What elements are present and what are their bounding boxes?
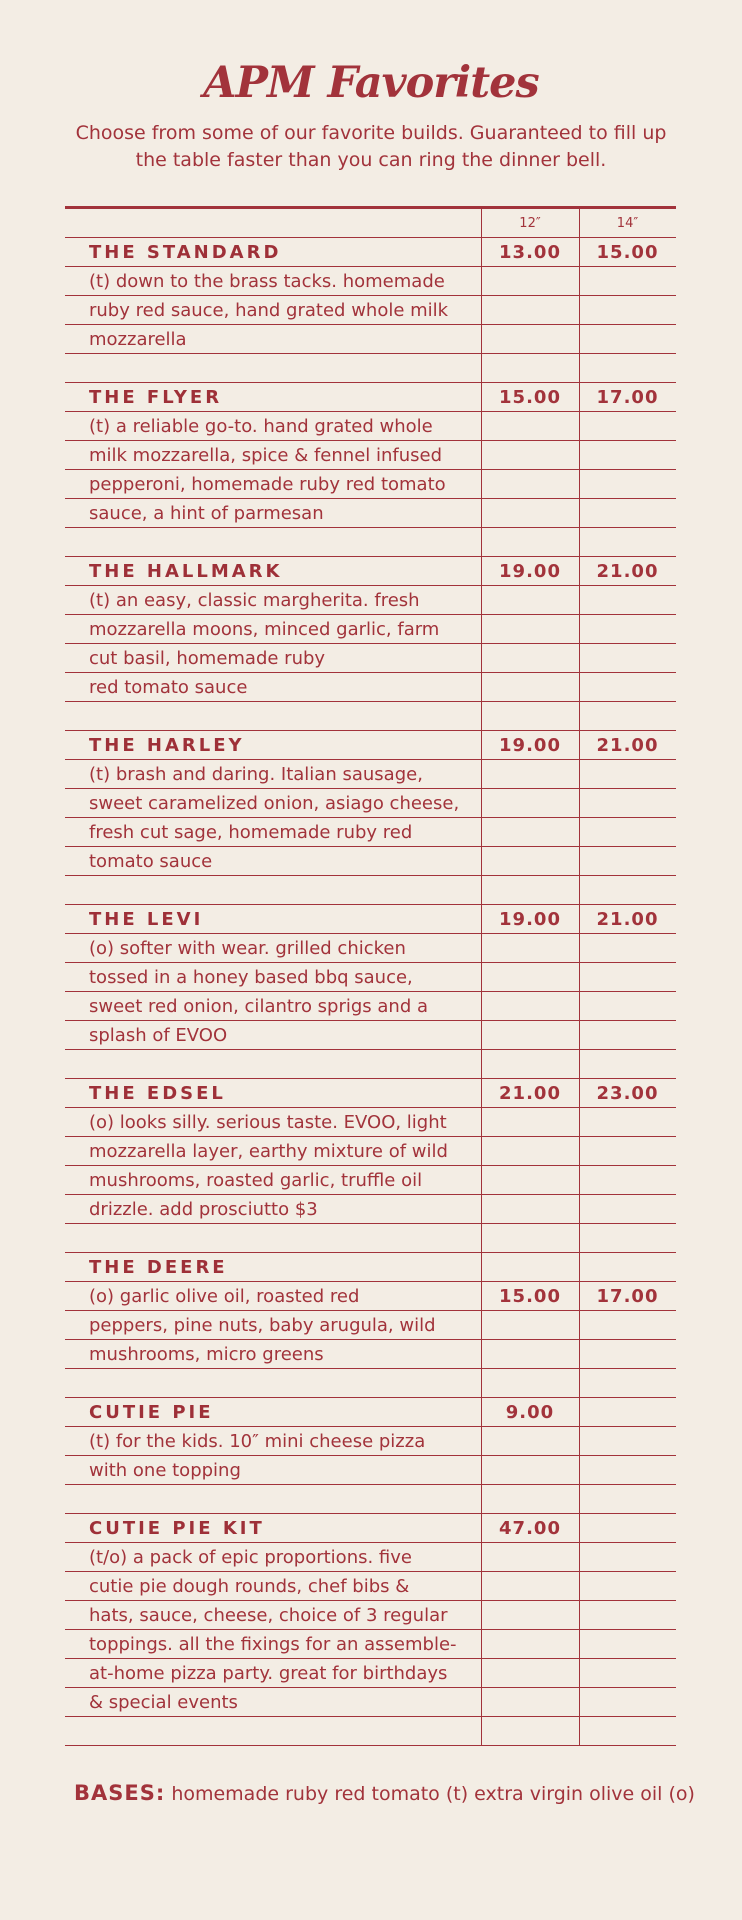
pizza-description: sweet red onion, cilantro sprigs and a: [89, 995, 429, 1017]
menu-item-desc-row: [65, 789, 676, 818]
pizza-description: sweet caramelized onion, asiago cheese,: [89, 792, 460, 814]
price-12: [481, 1137, 579, 1165]
pizza-description: & special events: [89, 1691, 238, 1713]
pizza-description: fresh cut sage, homemade ruby red: [89, 821, 413, 843]
price-12: [481, 1717, 579, 1745]
price-14: [579, 1688, 676, 1716]
price-14: [579, 992, 676, 1020]
price-14: [579, 963, 676, 991]
menu-item-name-row: [65, 557, 676, 586]
menu-item-desc-row: [65, 934, 676, 963]
price-14: [579, 354, 676, 382]
menu-item-name-row: [65, 1514, 676, 1543]
pizza-description: sauce, a hint of parmesan: [89, 502, 324, 524]
menu-item-desc-row: [65, 441, 676, 470]
price-14: [579, 1340, 676, 1368]
price-12: [481, 412, 579, 440]
price-12: [481, 1340, 579, 1368]
pizza-description: mozzarella moons, minced garlic, farm: [89, 618, 440, 640]
menu-item-name-row: [65, 1253, 676, 1282]
price-12: [481, 1427, 579, 1455]
price-14: [579, 644, 676, 672]
pizza-name: THE DEERE: [89, 1256, 228, 1278]
menu-item-name-row: [65, 383, 676, 412]
price-12: 47.00: [499, 1517, 561, 1539]
pizza-description: (o) garlic olive oil, roasted red: [89, 1285, 360, 1307]
menu-item-desc-row: [65, 1659, 676, 1688]
price-12: [481, 876, 579, 904]
price-14: [579, 586, 676, 614]
menu-item-desc-row: [65, 499, 676, 528]
pizza-description: tossed in a honey based bbq sauce,: [89, 966, 413, 988]
price-14: [579, 760, 676, 788]
pizza-description: (t) an easy, classic margherita. fresh: [89, 589, 420, 611]
price-14: [579, 1514, 676, 1542]
menu-item-desc-row: [65, 1282, 676, 1311]
pizza-name: THE EDSEL: [89, 1082, 226, 1104]
price-12: [481, 1601, 579, 1629]
pizza-description: ruby red sauce, hand grated whole milk: [89, 299, 449, 321]
menu-item-desc-row: [65, 1311, 676, 1340]
bases-text: homemade ruby red tomato (t) extra virgin olive oil (o): [171, 1783, 695, 1805]
pizza-description: [65, 1717, 481, 1745]
price-14: [579, 470, 676, 498]
pizza-description: hats, sauce, cheese, choice of 3 regular: [89, 1604, 448, 1626]
price-14: 17.00: [596, 386, 659, 408]
pizza-name: CUTIE PIE KIT: [89, 1517, 265, 1539]
pizza-description: [65, 1369, 481, 1397]
price-12: [481, 499, 579, 527]
pizza-name: CUTIE PIE: [89, 1401, 214, 1423]
price-14: [579, 1050, 676, 1078]
bases-label: BASES:: [74, 1781, 166, 1805]
price-12: [481, 1572, 579, 1600]
price-14: [579, 1108, 676, 1136]
price-12: [481, 934, 579, 962]
menu-item-desc-row: [65, 586, 676, 615]
menu-table: [65, 206, 676, 1746]
price-14: [579, 847, 676, 875]
pizza-name: THE STANDARD: [89, 241, 282, 263]
pizza-description: pepperoni, homemade ruby red tomato: [89, 473, 446, 495]
price-14: 17.00: [596, 1285, 659, 1307]
size-14-header: 14″: [616, 215, 639, 231]
price-14: [579, 1659, 676, 1687]
price-14: [579, 528, 676, 556]
spacer-row: [65, 354, 676, 383]
pizza-description: toppings. all the fixings for an assemble-: [89, 1633, 457, 1655]
menu-item-desc-row: [65, 1630, 676, 1659]
price-12: [481, 1456, 579, 1484]
spacer-row: [65, 1485, 676, 1514]
pizza-name: THE HALLMARK: [89, 560, 283, 582]
menu-item-desc-row: [65, 470, 676, 499]
price-14: [579, 818, 676, 846]
pizza-description: mushrooms, micro greens: [89, 1343, 324, 1365]
header-spacer: [65, 209, 481, 237]
price-12: [481, 615, 579, 643]
price-12: 21.00: [499, 1082, 561, 1104]
pizza-description: mushrooms, roasted garlic, truffle oil: [89, 1169, 423, 1191]
price-12: [481, 1021, 579, 1049]
price-12: [481, 1195, 579, 1223]
pizza-description: milk mozzarella, spice & fennel infused: [89, 444, 443, 466]
pizza-description: [65, 876, 481, 904]
pizza-description: drizzle. add prosciutto $3: [89, 1198, 318, 1220]
price-12: [481, 963, 579, 991]
pizza-description: cut basil, homemade ruby: [89, 647, 326, 669]
pizza-description: [65, 354, 481, 382]
price-12: [481, 1253, 579, 1281]
column-divider: [481, 209, 482, 1746]
pizza-description: cutie pie dough rounds, chef bibs &: [89, 1575, 410, 1597]
spacer-row: [65, 1369, 676, 1398]
menu-item-desc-row: [65, 1166, 676, 1195]
column-divider: [579, 209, 580, 1746]
menu-item-desc-row: [65, 1340, 676, 1369]
price-14: [579, 1717, 676, 1745]
menu-item-desc-row: [65, 1456, 676, 1485]
menu-item-desc-row: [65, 963, 676, 992]
price-14: [579, 296, 676, 324]
pizza-description: [65, 528, 481, 556]
price-12: [481, 441, 579, 469]
price-14: [579, 1630, 676, 1658]
price-14: [579, 1195, 676, 1223]
price-12: [481, 1688, 579, 1716]
price-14: [579, 1166, 676, 1194]
pizza-description: (t/o) a pack of epic proportions. five: [89, 1546, 412, 1568]
price-14: [579, 1398, 676, 1426]
menu-item-name-row: [65, 1079, 676, 1108]
pizza-description: [65, 1050, 481, 1078]
pizza-name: THE HARLEY: [89, 734, 245, 756]
price-12: [481, 1108, 579, 1136]
menu-title: APM Favorites: [203, 58, 539, 108]
price-14: [579, 1137, 676, 1165]
menu-item-desc-row: [65, 1137, 676, 1166]
pizza-description: with one topping: [89, 1459, 241, 1481]
menu-item-desc-row: [65, 1195, 676, 1224]
price-12: [481, 325, 579, 353]
pizza-description: (t) brash and daring. Italian sausage,: [89, 763, 423, 785]
menu-item-desc-row: [65, 1427, 676, 1456]
price-12: [481, 702, 579, 730]
price-14: 23.00: [596, 1082, 659, 1104]
price-12: [481, 1630, 579, 1658]
price-14: [579, 876, 676, 904]
price-12: [481, 1369, 579, 1397]
pizza-name: THE FLYER: [89, 386, 223, 408]
price-12: [481, 644, 579, 672]
price-12: [481, 1311, 579, 1339]
menu-item-desc-row: [65, 1601, 676, 1630]
price-12: [481, 1224, 579, 1252]
price-12: [481, 1485, 579, 1513]
spacer-row: [65, 876, 676, 905]
menu-item-desc-row: [65, 644, 676, 673]
price-14: [579, 1427, 676, 1455]
menu-item-name-row: [65, 1398, 676, 1427]
spacer-row: [65, 702, 676, 731]
price-14: [579, 1572, 676, 1600]
pizza-description: red tomato sauce: [89, 676, 248, 698]
pizza-description: tomato sauce: [89, 850, 213, 872]
menu-item-name-row: [65, 238, 676, 267]
menu-item-desc-row: [65, 1021, 676, 1050]
pizza-description: [65, 1485, 481, 1513]
price-14: 21.00: [596, 734, 659, 756]
pizza-description: splash of EVOO: [89, 1024, 228, 1046]
spacer-row: [65, 1717, 676, 1746]
price-14: 21.00: [596, 908, 659, 930]
price-12: [481, 470, 579, 498]
pizza-description: (t) for the kids. 10″ mini cheese pizza: [89, 1430, 426, 1452]
menu-item-desc-row: [65, 615, 676, 644]
price-14: 21.00: [596, 560, 659, 582]
price-12: [481, 1050, 579, 1078]
price-14: [579, 673, 676, 701]
menu-item-desc-row: [65, 412, 676, 441]
price-14: [579, 615, 676, 643]
price-12: [481, 296, 579, 324]
price-12: [481, 1543, 579, 1571]
price-14: [579, 441, 676, 469]
price-14: [579, 789, 676, 817]
price-12: [481, 1659, 579, 1687]
price-14: [579, 499, 676, 527]
menu-item-desc-row: [65, 847, 676, 876]
price-14: 15.00: [596, 241, 659, 263]
size-12-header: 12″: [519, 215, 541, 231]
menu-item-desc-row: [65, 325, 676, 354]
price-12: 13.00: [499, 241, 561, 263]
price-14: [579, 325, 676, 353]
size-header-row: [65, 209, 676, 238]
pizza-description: (t) down to the brass tacks. homemade: [89, 270, 445, 292]
menu-item-desc-row: [65, 1108, 676, 1137]
price-12: 15.00: [499, 386, 561, 408]
price-12: 19.00: [499, 908, 561, 930]
price-12: [481, 818, 579, 846]
price-14: [579, 1601, 676, 1629]
menu-item-desc-row: [65, 992, 676, 1021]
menu-item-desc-row: [65, 673, 676, 702]
price-12: [481, 847, 579, 875]
price-14: [579, 1311, 676, 1339]
price-12: [481, 992, 579, 1020]
price-12: [481, 267, 579, 295]
menu-item-desc-row: [65, 818, 676, 847]
pizza-description: peppers, pine nuts, baby arugula, wild: [89, 1314, 436, 1336]
price-14: [579, 1369, 676, 1397]
price-12: 9.00: [505, 1401, 555, 1423]
pizza-description: (o) softer with wear. grilled chicken: [89, 937, 406, 959]
menu-item-desc-row: [65, 1572, 676, 1601]
menu-item-desc-row: [65, 1543, 676, 1572]
price-12: [481, 673, 579, 701]
menu-item-desc-row: [65, 267, 676, 296]
price-14: [579, 412, 676, 440]
pizza-name: THE LEVI: [89, 908, 204, 930]
price-12: 15.00: [499, 1285, 561, 1307]
price-14: [579, 1456, 676, 1484]
spacer-row: [65, 1050, 676, 1079]
pizza-description: (o) looks silly. serious taste. EVOO, light: [89, 1111, 447, 1133]
price-14: [579, 1224, 676, 1252]
price-14: [579, 1253, 676, 1281]
menu-item-desc-row: [65, 1688, 676, 1717]
price-12: 19.00: [499, 734, 561, 756]
price-12: [481, 789, 579, 817]
price-12: [481, 760, 579, 788]
pizza-description: mozzarella layer, earthy mixture of wild: [89, 1140, 448, 1162]
menu-item-name-row: [65, 905, 676, 934]
price-14: [579, 267, 676, 295]
spacer-row: [65, 528, 676, 557]
pizza-description: [65, 702, 481, 730]
price-14: [579, 702, 676, 730]
pizza-description: at-home pizza party. great for birthdays: [89, 1662, 448, 1684]
bases-note: [74, 1781, 695, 1805]
price-14: [579, 1021, 676, 1049]
menu-intro: Choose from some of our favorite builds. Guaranteed to fill up the table faster than you can ring the dinner bell.: [75, 122, 667, 171]
pizza-description: (t) a reliable go-to. hand grated whole: [89, 415, 433, 437]
price-14: [579, 1543, 676, 1571]
price-12: [481, 354, 579, 382]
price-12: 19.00: [499, 560, 561, 582]
spacer-row: [65, 1224, 676, 1253]
pizza-description: mozzarella: [89, 328, 187, 350]
price-14: [579, 1485, 676, 1513]
price-14: [579, 934, 676, 962]
pizza-description: [65, 1224, 481, 1252]
price-12: [481, 586, 579, 614]
price-12: [481, 528, 579, 556]
menu-item-desc-row: [65, 760, 676, 789]
menu-item-name-row: [65, 731, 676, 760]
price-12: [481, 1166, 579, 1194]
menu-item-desc-row: [65, 296, 676, 325]
